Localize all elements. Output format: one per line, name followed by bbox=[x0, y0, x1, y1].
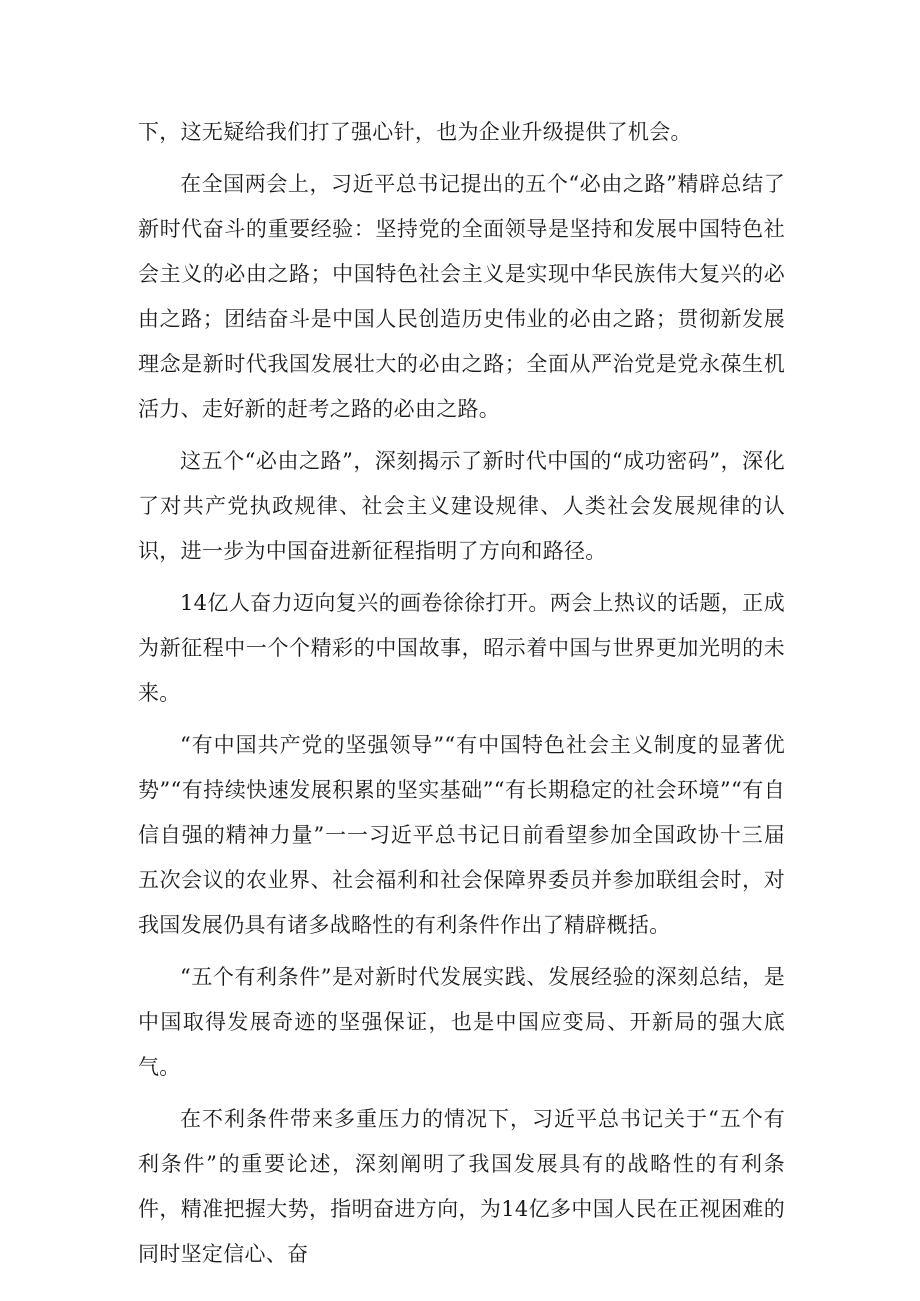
paragraph-five-conditions-summary: “五个有利条件”是对新时代发展实践、发展经验的深刻总结，是中国取得发展奇迹的坚强保证，也是中国应变局、开新局的强大底气。 bbox=[138, 965, 785, 1079]
paragraph-under-pressure: 在不利条件带来多重压力的情况下，习近平总书记关于“五个有利条件”的重要论述，深刻阐明了我国发展具有的战略性的有利条件，精准把握大势，指明奋进方向，为14亿多中国人民在正视困难的同时坚定信心、奋 bbox=[138, 1107, 785, 1266]
paragraph-five-paths: 在全国两会上，习近平总书记提出的五个“必由之路”精辟总结了新时代奋斗的重要经验：坚持党的全面领导是坚持和发展中国特色社会主义的必由之路；中国特色社会主义是实现中华民族伟大复兴的必由之路；团结奋斗是中国人民创造历史伟业的必由之路；贯彻新发展理念是新时代我国发展壮大的必由之路；全面从严治党是党永葆生机活力、走好新的赶考之路的必由之路。 bbox=[138, 172, 785, 421]
paragraph-success-code: 这五个“必由之路”，深刻揭示了新时代中国的“成功密码”，深化了对共产党执政规律、社会主义建设规律、人类社会发展规律的认识，进一步为中国奋进新征程指明了方向和路径。 bbox=[138, 449, 785, 563]
paragraph-continued: 下，这无疑给我们打了强心针，也为企业升级提供了机会。 bbox=[138, 120, 692, 144]
paragraph-favorable-conditions: “有中国共产党的坚强领导”“有中国特色社会主义制度的显著优势”“有持续快速发展积累的坚实基础”“有长期稳定的社会环境”“有自信自强的精神力量”一一习近平总书记日前看望参加全国政协十三届五次会议的农业界、社会福利和社会保障界委员并参加联组会时，对我国发展仍具有诸多战略性的有利条件作出了精辟概括。 bbox=[138, 733, 785, 937]
document-body bbox=[138, 110, 785, 1284]
paragraph-revival-scroll: 14亿人奋力迈向复兴的画卷徐徐打开。两会上热议的话题，正成为新征程中一个个精彩的中国故事，昭示着中国与世界更加光明的未来。 bbox=[138, 591, 785, 705]
